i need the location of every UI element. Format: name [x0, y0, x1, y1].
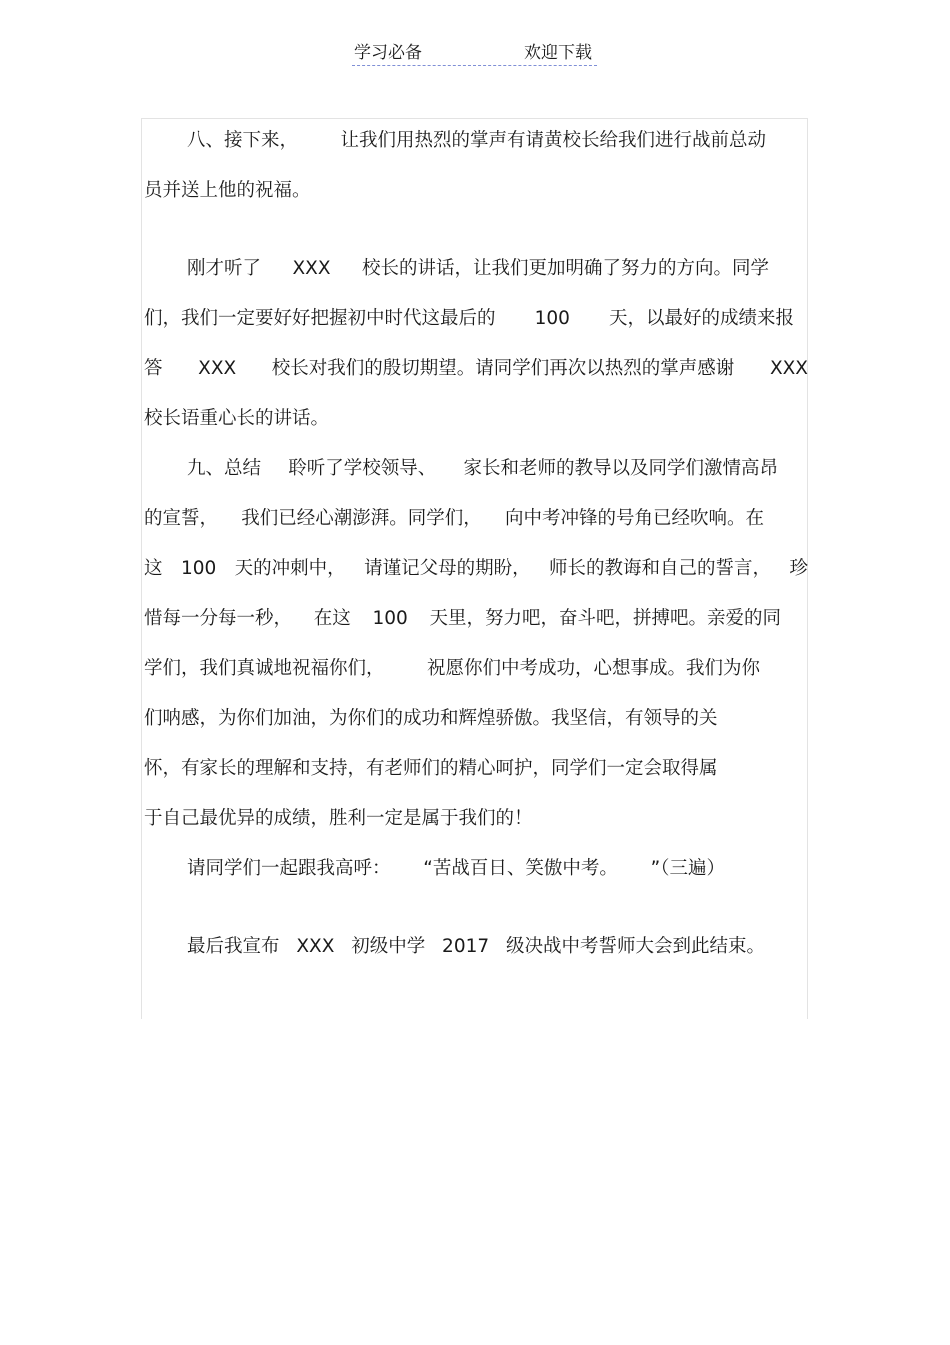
- paragraph-2-line-4: 校长语重心长的讲话。: [144, 408, 330, 429]
- paragraph-3-line-1: 九、总结 聆听了学校领导、 家长和老师的教导以及同学们激情高昂: [187, 458, 778, 479]
- header-right-text: 欢迎下载: [524, 43, 592, 63]
- paragraph-2-line-1: 刚才听了 XXX 校长的讲话，让我们更加明确了努力的方向。同学: [187, 258, 769, 279]
- page-header: [352, 41, 597, 66]
- paragraph-3-line-5: 学们，我们真诚地祝福你们， 祝愿你们中考成功，心想事成。我们为你: [144, 658, 760, 679]
- paragraph-2-line-3: 答 XXX 校长对我们的殷切期望。请同学们再次以热烈的掌声感谢 XXX: [144, 358, 808, 379]
- paragraph-3-line-4: 惜每一分每一秒， 在这 100 天里，努力吧，奋斗吧，拼搏吧。亲爱的同: [144, 608, 781, 629]
- paragraph-1-line-2: 员并送上他的祝福。: [144, 180, 311, 201]
- paragraph-3-line-6: 们呐感，为你们加油，为你们的成功和辉煌骄傲。我坚信，有领导的关: [144, 708, 718, 729]
- paragraph-3-line-8: 于自己最优异的成绩，胜利一定是属于我们的！: [144, 808, 533, 829]
- paragraph-3-line-2: 的宣誓， 我们已经心潮澎湃。同学们， 向中考冲锋的号角已经吹响。在: [144, 508, 764, 529]
- paragraph-1-line-1: 八、接下来， 让我们用热烈的掌声有请黄校长给我们进行战前总动: [187, 130, 766, 151]
- paragraph-5-line-1: 最后我宣布 XXX 初级中学 2017 级决战中考誓师大会到此结束。: [187, 936, 765, 957]
- paragraph-4-line-1: 请同学们一起跟我高呼： “苦战百日、笑傲中考。 ”（三遍）: [187, 858, 725, 879]
- paragraph-2-line-2: 们，我们一定要好好把握初中时代这最后的 100 天，以最好的成绩来报: [144, 308, 794, 329]
- header-left-text: 学习必备: [354, 43, 422, 63]
- paragraph-3-line-3: 这 100 天的冲刺中， 请谨记父母的期盼， 师长的教诲和自己的誓言， 珍: [144, 558, 808, 579]
- paragraph-3-line-7: 怀，有家长的理解和支持，有老师们的精心呵护，同学们一定会取得属: [144, 758, 718, 779]
